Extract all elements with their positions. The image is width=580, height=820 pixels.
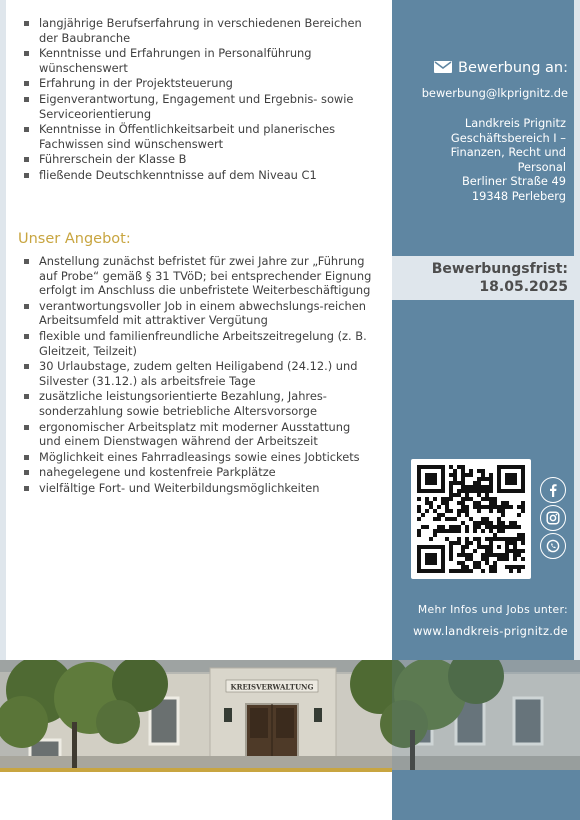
requirement-text: fließende Deutschkenntnisse auf dem Niveau C1	[39, 167, 317, 182]
offer-text: nahegelegene und kostenfreie Parkplätze	[39, 465, 276, 480]
building-photo	[0, 660, 580, 770]
requirement-text: Erfahrung in der Projektsteuerung	[39, 76, 233, 91]
application-heading-text: Bewerbung an:	[458, 60, 568, 76]
bullet	[24, 157, 29, 162]
address-line: Landkreis Prignitz	[464, 116, 566, 130]
requirement-text: Kenntnisse in Öffentlichkeitsarbeit und planerisches Fachwissen sind wünschenswert	[39, 122, 336, 151]
list-item	[24, 359, 374, 388]
address-line: Finanzen, Recht und	[450, 145, 566, 160]
bullet	[24, 51, 29, 56]
more-info-label: Mehr Infos und Jobs unter:	[417, 603, 568, 616]
bullet	[24, 486, 29, 491]
bullet	[24, 455, 29, 460]
deadline-box	[392, 256, 580, 300]
list-item	[24, 389, 374, 418]
address-line: Personal	[517, 159, 566, 174]
list-item	[24, 481, 374, 496]
qr-code[interactable]	[411, 459, 531, 579]
bullet	[24, 259, 29, 264]
offer-text: vielfältige Fort- und Weiterbildungsmöglichkeiten	[39, 480, 320, 495]
offer-text: zusätzliche leistungsorientierte Bezahlung, Jahres-sonderzahlung sowie betriebliche Altersvorsorge	[39, 389, 327, 418]
bullet	[24, 21, 29, 26]
bullet	[24, 173, 29, 178]
list-item	[24, 450, 374, 465]
bullet	[24, 394, 29, 399]
list-item	[24, 329, 374, 358]
list-item	[24, 76, 382, 91]
bullet	[24, 127, 29, 132]
facebook-icon[interactable]	[540, 477, 566, 503]
bullet	[24, 97, 29, 102]
application-heading	[408, 60, 568, 77]
offer-heading: Unser Angebot:	[18, 231, 131, 247]
offer-text: 30 Urlaubstage, zudem gelten Heiligabend (24.12.) und Silvester (31.12.) als arbeitsfreie Tage	[39, 359, 358, 388]
offer-text: ergonomischer Arbeitsplatz mit moderner Ausstattung und einem Dienstwagen während der Arbeitszeit	[39, 419, 351, 449]
gold-divider	[0, 768, 392, 772]
list-item	[24, 46, 382, 75]
postal-address	[410, 116, 566, 204]
requirement-text: Eigenverantwortung, Engagement und Ergebnis- sowie Serviceorientierung	[39, 91, 354, 121]
whatsapp-icon[interactable]	[540, 533, 566, 559]
list-item	[24, 122, 382, 151]
offer-text: verantwortungsvoller Job in einem abwechslungs-reichen Arbeitsumfeld mit attraktiver Vergütung	[39, 298, 366, 328]
bullet	[24, 364, 29, 369]
offer-text: Möglichkeit eines Fahrradleasings sowie eines Jobtickets	[39, 449, 360, 464]
deadline-label: Bewerbungsfrist:	[431, 261, 568, 277]
list-item	[24, 168, 382, 183]
offer-text: flexible und familienfreundliche Arbeitszeitregelung (z. B. Gleitzeit, Teilzeit)	[39, 328, 367, 358]
list-item	[24, 465, 374, 480]
instagram-icon[interactable]	[540, 505, 566, 531]
bullet	[24, 425, 29, 430]
bullet	[24, 81, 29, 86]
address-line: Berliner Straße 49	[461, 174, 566, 189]
offer-text: Anstellung zunächst befristet für zwei Jahre zur „Führung auf Probe“ gemäß § 31 TVöD; bei entsprechender Eignung erfolgt im Anschluss die unbefristete Weiterbeschäftigung	[39, 254, 372, 298]
requirement-text: Führerschein der Klasse B	[39, 152, 187, 167]
sidebar-frame	[574, 0, 580, 660]
list-item	[24, 299, 374, 328]
application-email[interactable]: bewerbung@lkprignitz.de	[421, 86, 568, 100]
list-item	[24, 92, 382, 121]
bullet	[24, 334, 29, 339]
requirement-text: Kenntnisse und Erfahrungen in Personalführung wünschenswert	[39, 46, 312, 75]
requirement-text: langjährige Berufserfahrung in verschiedenen Bereichen der Baubranche	[39, 16, 362, 45]
building-sign: KREISVERWALTUNG	[230, 682, 314, 692]
website-link[interactable]: www.landkreis-prignitz.de	[413, 624, 568, 638]
list-item	[24, 254, 374, 298]
mail-icon	[434, 61, 452, 77]
address-line: 19348 Perleberg	[471, 188, 566, 203]
requirements-list	[24, 16, 382, 184]
bullet	[24, 470, 29, 475]
bullet	[24, 304, 29, 309]
list-item	[24, 16, 382, 45]
list-item	[24, 152, 382, 167]
offer-list	[24, 254, 374, 497]
address-line: Geschäftsbereich I –	[450, 130, 566, 145]
qr-code-pattern	[417, 465, 525, 573]
deadline-date: 18.05.2025	[479, 279, 568, 295]
list-item	[24, 420, 374, 449]
